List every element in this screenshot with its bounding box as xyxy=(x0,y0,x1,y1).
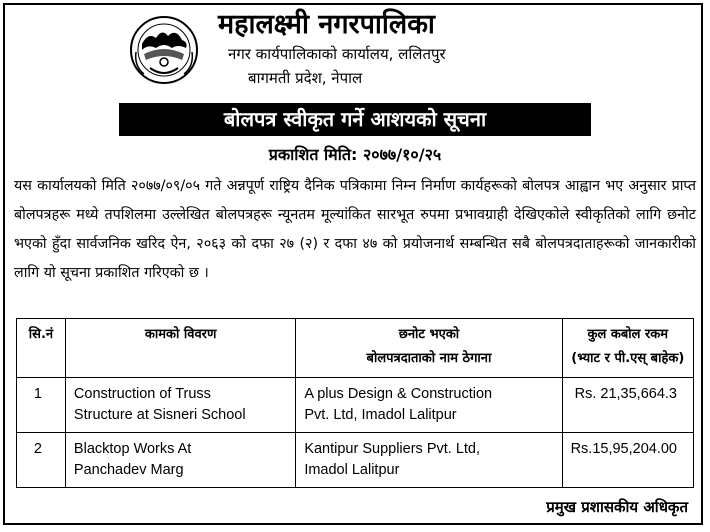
row-bidder-line1: Kantipur Suppliers Pvt. Ltd, xyxy=(304,441,481,457)
province-name: बागमती प्रदेश, नेपाल xyxy=(248,69,363,87)
header-work: कामको विवरण xyxy=(65,319,295,378)
published-date: प्रकाशित मिति: २०७७/१०/२५ xyxy=(268,145,442,164)
notice-body: यस कार्यालयको मिति २०७७/०९/०५ गते अन्नपूर्ण राष्ट्रिय दैनिक पत्रिकामा निम्न निर्माण कार्यहरूको बोलपत्र आह्वान भए अनुसार प्राप्त बोलपत्रहरू मध्ये तपशिलमा उल्लेखित बोलपत्रहरू न्यूनतम मूल्यांकित सारभूत रुपमा प्रभावग्राही देखिएकोले स्वीकृतिको लागि छनोट भएको हुँदा सार्वजनिक खरिद ऐन, २०६३ को दफा २७ (२) र दफा ४७ को प्रयोजनार्थ सम्बन्धित सबै बोलपत्रदाताहरूको जानकारीको लागि यो सूचना प्रकाशित गरिएको छ । xyxy=(14,178,696,281)
header-bidder-line1: छनोट भएको xyxy=(398,327,460,342)
row-bidder-line1: A plus Design & Construction xyxy=(304,386,493,402)
organization-name: महालक्ष्मी नगरपालिका xyxy=(218,9,435,40)
row-work-line2: Panchadev Marg xyxy=(73,462,184,478)
office-name: नगर कार्यपालिकाको कार्यालय, ललितपुर xyxy=(228,45,446,63)
signature-title: प्रमुख प्रशासकीय अधिकृत xyxy=(546,498,688,516)
nepal-government-emblem-icon xyxy=(128,14,200,86)
header-bidder-line2: बोलपत्रदाताको नाम ठेगाना xyxy=(366,351,492,366)
row-sn: 2 xyxy=(17,433,66,488)
table-row xyxy=(17,433,694,488)
row-bidder xyxy=(296,433,562,488)
row-sn: 1 xyxy=(17,378,66,433)
header-sn: सि.नं xyxy=(17,319,66,378)
row-work-line1: Blacktop Works At xyxy=(73,441,192,457)
row-amount: Rs. 21,35,664.3 xyxy=(562,378,693,433)
header-bidder xyxy=(296,319,562,378)
header-amount xyxy=(562,319,693,378)
row-amount: Rs.15,95,204.00 xyxy=(562,433,693,488)
table-header-row xyxy=(17,319,694,378)
row-work-line1: Construction of Truss xyxy=(73,386,211,402)
row-work xyxy=(65,433,295,488)
notice-title: बोलपत्र स्वीकृत गर्ने आशयको सूचना xyxy=(119,103,591,136)
row-work xyxy=(65,378,295,433)
header xyxy=(218,8,578,90)
row-bidder-line2: Imadol Lalitpur xyxy=(304,462,400,478)
row-bidder xyxy=(296,378,562,433)
table-row xyxy=(17,378,694,433)
row-work-line2: Structure at Sisneri School xyxy=(73,407,246,423)
row-bidder-line2: Pvt. Ltd, Imadol Lalitpur xyxy=(304,407,457,423)
header-amount-line1: कुल कबोल रकम xyxy=(587,327,669,342)
header-amount-line2: (भ्याट र पी.एस् बाहेक) xyxy=(571,351,685,366)
bid-table xyxy=(16,318,694,488)
